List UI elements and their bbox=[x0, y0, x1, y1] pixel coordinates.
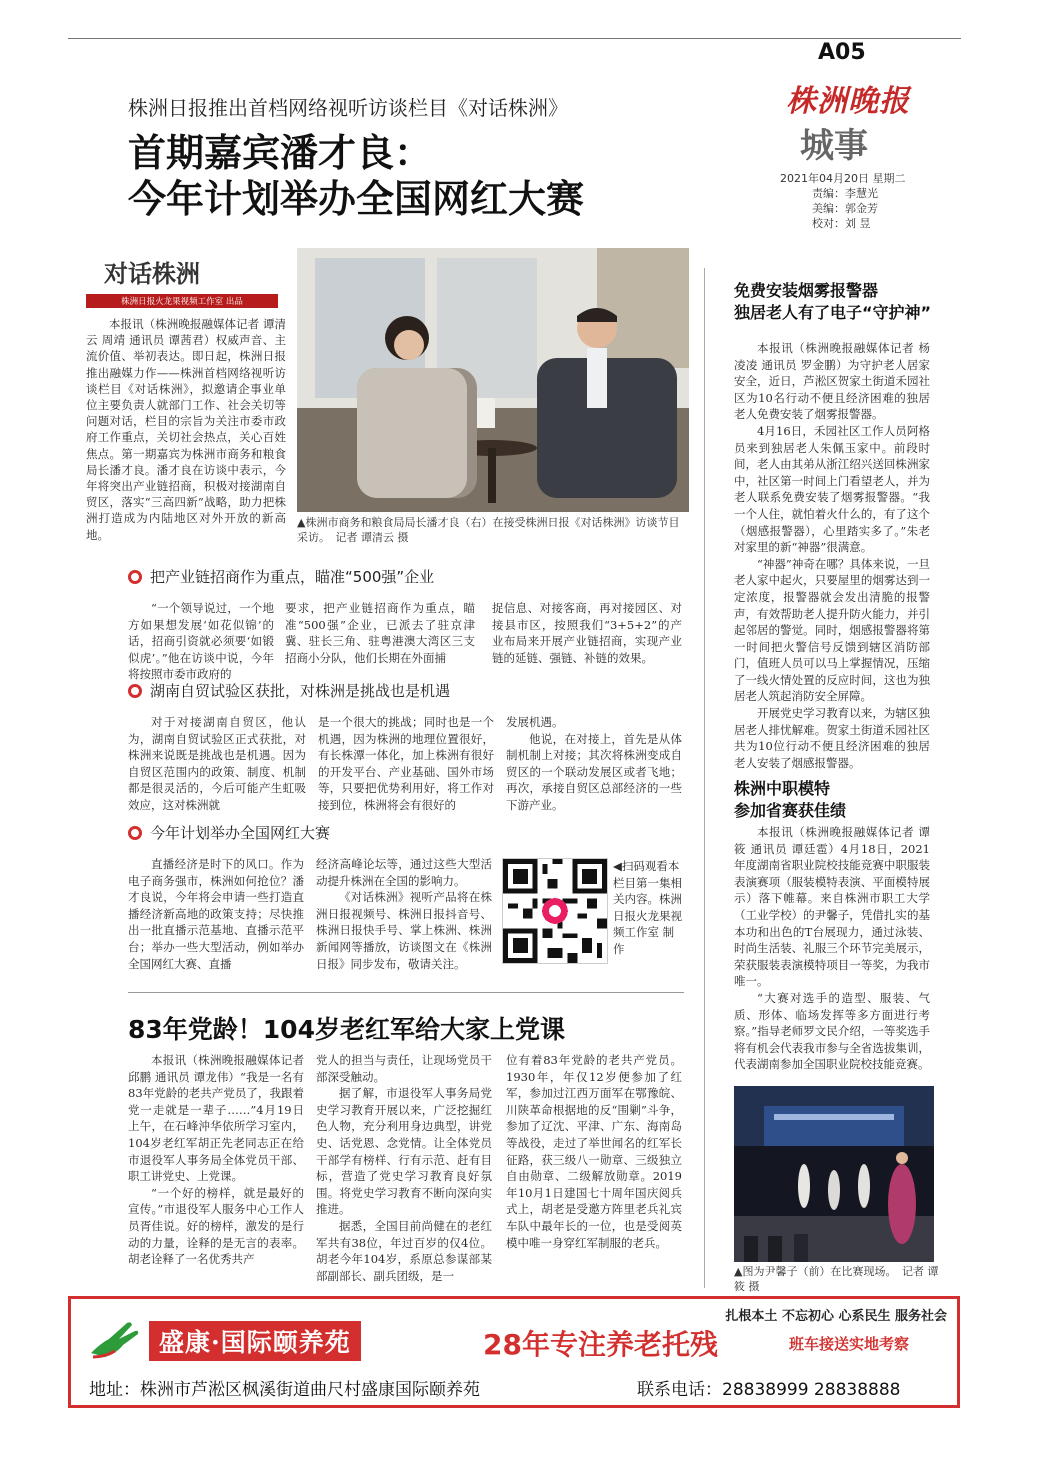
page-number: A05 bbox=[818, 40, 866, 65]
s3-col1 bbox=[128, 856, 304, 972]
proof-credit: 校对：刘 昱 bbox=[812, 217, 871, 230]
section-name: 城事 bbox=[800, 126, 868, 166]
interview-photo bbox=[297, 248, 689, 512]
issue-date: 2021年04月20日 星期二 bbox=[780, 172, 906, 185]
ad-slogan: 扎根本土 不忘初心 心系民生 服务社会 bbox=[725, 1309, 947, 1324]
right2-p1: 本报讯（株洲晚报融媒体记者 谭筱 通讯员 谭廷雹）4月18日，2021年度湖南省职业院校技能竞赛中职服装表演赛项（服装模特表演、平面模特展示）落下帷幕。来自株洲市职工大学（工业学校）的尹馨子，凭借扎实的基本功和出色的T台展现力，通过泳装、时尚生活装、礼服三个环节完美展示，荣获服装表演模特项目一等奖，为我市唯一。 bbox=[734, 825, 930, 989]
advertisement[interactable] bbox=[68, 1296, 960, 1408]
right1-body bbox=[734, 340, 930, 771]
s1-col2 bbox=[285, 600, 475, 666]
section-1-head bbox=[128, 566, 434, 587]
right1-p1: 本报讯（株洲晚报融媒体记者 杨凌凌 通讯员 罗金鹏）为守护老人居家安全，近日，芦淞区贺家土街道禾园社区为10名行动不便且经济困难的独居老人免费安装了烟雾报警器。 bbox=[734, 341, 930, 422]
designer-credit: 美编：郭金芳 bbox=[812, 202, 878, 215]
s2-col1 bbox=[128, 714, 306, 814]
editor-credit: 责编：李慧光 bbox=[812, 187, 878, 200]
story-divider bbox=[128, 992, 684, 993]
right2-body bbox=[734, 824, 930, 1073]
s1-col3 bbox=[492, 600, 682, 666]
column-logo bbox=[104, 254, 254, 289]
story2-headline: 83年党龄！104岁老红军给大家上党课 bbox=[128, 1015, 565, 1044]
s4-col2 bbox=[316, 1052, 492, 1284]
s2-col2-text: 是一个很大的挑战；同时也是一个机遇，因为株洲的地理位置很好，有长株潭一体化，加上株洲有很好的开发平台、产业基础、国外市场等，只要把优势利用好，将工作对接到位，株洲将会有很好的 bbox=[318, 715, 494, 812]
runway-photo bbox=[734, 1086, 934, 1262]
ad-subtag: 班车接送实地考察 bbox=[789, 1335, 910, 1353]
right1-p4: 开展党史学习教育以来，为辖区独居老人排忧解难。贺家土街道禾园社区共为10位行动不便且经济困难的独居老人安装了烟感报警器。 bbox=[734, 706, 930, 770]
lead-intro-text: 本报讯（株洲晚报融媒体记者 谭清云 周靖 通讯员 谭茜君）权威声音、主流价值、举初表达。即日起，株洲日报推出融媒力作——株洲首档网络视听访谈栏目《对话株洲》，拟邀请企事业单位主要负责人就部门工作、社会关切等问题对话，栏目的宗旨为关注市委市政府工作重点，关切社会热点，关心百姓焦点。第一期嘉宾为株洲市商务和粮食局长潘才良。潘才良在访谈中表示，今年将突出产业链招商，积极对接湖南自贸区，落实“三高四新”战略，助力把株洲打造成为内陆地区对外开放的新高地。 bbox=[86, 317, 286, 542]
s4-col3 bbox=[506, 1052, 682, 1251]
s4-col2-text: 党人的担当与责任，让现场党员干部深受触动。 bbox=[316, 1053, 492, 1084]
right2-p2: “大赛对选手的造型、服装、气质、形体、临场发挥等多方面进行考察。”指导老师罗文民介绍，一等奖选手将有机会代表我市参与全省选拔集训，代表湖南参加全国职业院校技能竞赛。 bbox=[734, 990, 930, 1072]
s1-col2-text: 要求，把产业链招商作为重点，瞄准“500强”企业，已派去了驻京津冀、驻长三角、驻粤港澳大湾区三支招商小分队，他们长期在外面捕 bbox=[285, 601, 475, 665]
qr-note: ◀扫码观看本栏目第一集相关内容。株洲日报火龙果视频工作室 制作 bbox=[613, 859, 682, 956]
s1-col1-text: “一个领导说过，一个地方如果想发展‘如花似锦’的话，招商引资就必须要‘如锻似虎’。”他在访谈中说，今年将按照市委市政府的 bbox=[128, 601, 274, 682]
s3-col2b-text: 《对话株洲》视听产品将在株洲日报视频号、株洲日报抖音号、株洲日报快手号、掌上株洲、株洲新闻网等播放，访谈图文在《株洲日报》同步发布，敬请关注。 bbox=[316, 890, 492, 971]
section-bullet-icon bbox=[128, 570, 142, 584]
ad-phone: 联系电话：28838999 28838888 bbox=[637, 1380, 901, 1400]
section-bullet-icon bbox=[128, 826, 142, 840]
s2-col1-text: 对于对接湖南自贸区，他认为，湖南自贸试验区正式获批，对株洲来说既是挑战也是机遇。因为自贸区范围内的政策、制度、机制都是很灵活的，今后可能产生虹吸效应，这对株洲就 bbox=[128, 715, 306, 812]
right2-headline-1: 株洲中职模特 bbox=[734, 779, 831, 798]
right1-p2: 4月16日，禾园社区工作人员阿格员来到独居老人朱佩玉家中。前段时间，老人由其弟从浙江绍兴送回株洲家中，社区第一时间上门看望老人，并为老人联系免费安装了烟雾报警器。“我一个人住，就怕着火什么的，有了这个（烟感报警器），心里踏实多了。”朱老对家里的新“神器”很满意。 bbox=[734, 423, 930, 555]
s3-col2 bbox=[316, 856, 492, 972]
column-rule bbox=[704, 268, 705, 1288]
ad-address: 地址：株洲市芦淞区枫溪街道曲尺村盛康国际颐养苑 bbox=[89, 1380, 480, 1400]
column-logo-text: 对话株洲 bbox=[104, 259, 200, 288]
s2-col3b-text: 他说，在对接上，首先是从体制机制上对接；其次将株洲变成自贸区的一个联动发展区或者飞地；再次，承接自贸区总部经济的一些下游产业。 bbox=[506, 731, 682, 812]
section-3-title: 今年计划举办全国网红大赛 bbox=[150, 824, 331, 842]
paper-logo: 株洲晚报 bbox=[786, 84, 910, 119]
ad-brand: 盛康·国际颐养苑 bbox=[149, 1321, 361, 1361]
qr-code[interactable] bbox=[502, 858, 608, 964]
s4-col1-text: 本报讯（株洲晚报融媒体记者 邱鹏 通讯员 谭龙伟）“我是一名有83年党龄的老共产党员了，我跟着党一走就是一辈子……”4月19日上午，在石峰沖华依所学习室内，104岁老红军胡正先老同志正在给市退役军人事务局全体党员干部、职工讲党史、上党课。 bbox=[128, 1053, 304, 1184]
s1-col3-text: 捉信息、对接客商，再对接园区、对接县市区，按照我们“3+5+2”的产业布局来开展产业链招商，实现产业链的延链、强链、补链的效果。 bbox=[492, 601, 682, 665]
s3-col1-text: 直播经济是时下的风口。作为电子商务强市，株洲如何抢位？潘才良说，今年将会申请一些打造直播经济新高地的政策支持；尽快推出一批直播示范基地、直播示范平台；举办一些大型活动，例如举办全国网红大赛、直播 bbox=[128, 857, 304, 971]
s1-col1 bbox=[128, 600, 274, 683]
lead-headline-2: 今年计划举办全国网红大赛 bbox=[128, 177, 585, 221]
runway-photo-caption: ▲图为尹馨子（前）在比赛现场。 记者 谭筱 摄 bbox=[734, 1265, 939, 1293]
s4-col3-text: 位有着83年党龄的老共产党员。1930年，年仅12岁便参加了红军，参加过江西万面军在鄂豫皖、川陕革命根据地的反“围剿”斗争，参加了辽沈、平津、广东、海南岛等战役，走过了举世闻名的红军长征路，获三级八一勋章、三级独立自由勋章、二级解放勋章。2019年10月1日建国七十周年国庆阅兵式上，胡老是受邀方阵里老兵礼宾车队中最年长的一位，也是受阅英模中唯一身穿红军制服的老兵。 bbox=[506, 1053, 682, 1250]
s2-col3 bbox=[506, 714, 682, 814]
s4-col2c-text: 据悉，全国目前尚健在的老红军共有38位，年过百岁的仅4位。胡老今年104岁，系原总参谋部某部副部长、副兵团级，是一 bbox=[316, 1218, 492, 1283]
right1-p3: “神器”神奇在哪？具体来说，一旦老人家中起火，只要屋里的烟雾达到一定浓度，报警器就会发出清脆的报警声，有效帮助老人提升防火能力，并引起邻居的警觉。同时，烟感报警器将第一时间把火警信号反馈到辖区消防部门，值班人员可以马上掌握情况，压缩了一线火情处置的反应时间，这也为独居老人筑起消防安全屏障。 bbox=[734, 556, 930, 704]
section-2-head bbox=[128, 680, 450, 701]
s2-col3a-text: 发展机遇。 bbox=[506, 715, 564, 729]
column-logo-sub: 株洲日报火龙果视频工作室 出品 bbox=[86, 294, 278, 308]
s4-col2b-text: 据了解，市退役军人事务局党史学习教育开展以来，广泛挖掘红色人物，充分利用身边典型，讲党史、话党恩、念党情。让全体党员干部学有榜样、行有示范、赶有目标，营造了党史学习教育良好氛围。将党史学习教育不断向深向实推进。 bbox=[316, 1086, 492, 1217]
section-1-title: 把产业链招商作为重点，瞄准“500强”企业 bbox=[150, 568, 435, 586]
right1-headline-2: 独居老人有了电子“守护神” bbox=[734, 303, 932, 322]
section-3-head bbox=[128, 822, 330, 843]
s4-col1b-text: “一个好的榜样，就是最好的宣传。”市退役军人服务中心工作人员胥佳说。好的榜样，激发的是行动的力量，诠释的是无言的表率。胡老诠释了一名优秀共产 bbox=[128, 1185, 304, 1267]
lead-intro bbox=[86, 316, 286, 543]
interview-photo-caption: ▲株洲市商务和粮食局局长潘才良（右）在接受株洲日报《对话株洲》访谈节目采访。 记者 谭清云 摄 bbox=[297, 516, 680, 544]
hand-logo-icon bbox=[87, 1313, 143, 1363]
s2-col2 bbox=[318, 714, 494, 814]
s4-col1 bbox=[128, 1052, 304, 1268]
lead-headline-1: 首期嘉宾潘才良： bbox=[128, 131, 433, 175]
s3-col2a-text: 经济高峰论坛等，通过这些大型活动提升株洲在全国的影响力。 bbox=[316, 857, 492, 888]
ad-tagline: 28年专注养老托残 bbox=[483, 1328, 718, 1361]
right2-headline-2: 参加省赛获佳绩 bbox=[734, 801, 847, 820]
right1-headline-1: 免费安装烟雾报警器 bbox=[734, 281, 879, 300]
lead-kicker: 株洲日报推出首档网络视听访谈栏目《对话株洲》 bbox=[128, 96, 568, 120]
section-2-title: 湖南自贸试验区获批，对株洲是挑战也是机遇 bbox=[150, 682, 451, 700]
section-bullet-icon bbox=[128, 684, 142, 698]
